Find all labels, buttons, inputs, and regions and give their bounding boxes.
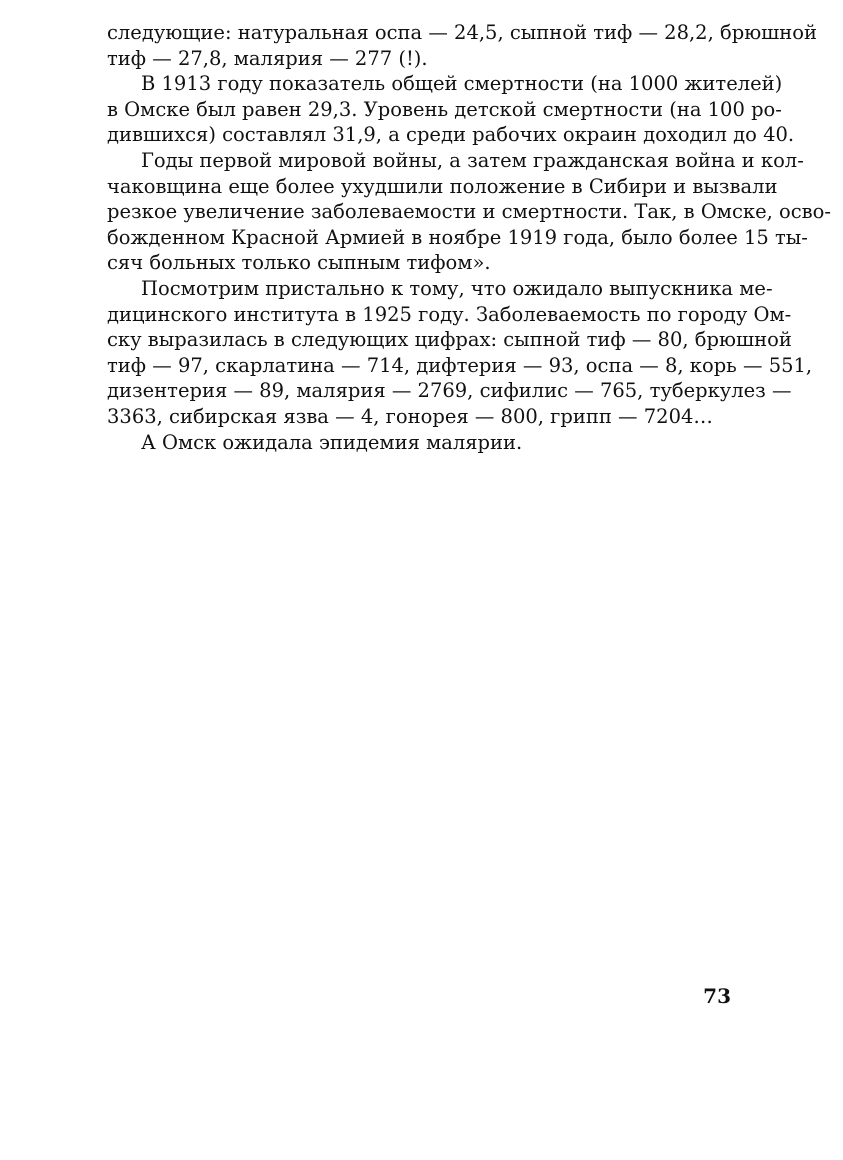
text-line: резкое увеличение заболеваемости и смертности. Так, в Омске, осво- [107,200,831,224]
body-text [107,20,831,455]
text-line: чаковщина еще более ухудшили положение в Сибири и вызвали [107,174,778,198]
text-line: дившихся) составлял 31,9, а среди рабочих окраин доходил до 40. [107,123,795,147]
text-line: В 1913 году показатель общей смертности (на 1000 жителей) [141,72,783,96]
text-line: дицинского института в 1925 году. Заболеваемость по городу Ом- [107,302,792,326]
paragraph-4 [107,276,813,430]
text-line: сяч больных только сыпным тифом». [107,251,491,275]
paragraph-5 [107,430,737,456]
text-line: ску выразилась в следующих цифрах: сыпной тиф — 80, брюшной [107,328,792,352]
text-line: дизентерия — 89, малярия — 2769, сифилис — 765, туберкулез — [107,379,792,403]
text-line: тиф — 97, скарлатина — 714, дифтерия — 93, оспа — 8, корь — 551, [107,353,813,377]
text-line: Посмотрим пристально к тому, что ожидало выпускника ме- [141,276,773,300]
paragraph-2 [107,71,795,148]
text-line: А Омск ожидала эпидемия малярии. [141,430,523,454]
text-line: тиф — 27,8, малярия — 277 (!). [107,46,428,70]
paragraph-1 [107,20,818,71]
text-line: Годы первой мировой войны, а затем гражданская война и кол- [141,148,804,172]
text-line: следующие: натуральная оспа — 24,5, сыпной тиф — 28,2, брюшной [107,21,818,44]
text-line: 3363, сибирская язва — 4, гонорея — 800, грипп — 7204… [107,404,713,428]
text-line: божденном Красной Армией в ноябре 1919 года, было более 15 ты- [107,225,808,249]
page-number: 73 [703,984,731,1008]
paragraph-3 [107,148,831,276]
text-line: в Омске был равен 29,3. Уровень детской смертности (на 100 ро- [107,97,782,121]
